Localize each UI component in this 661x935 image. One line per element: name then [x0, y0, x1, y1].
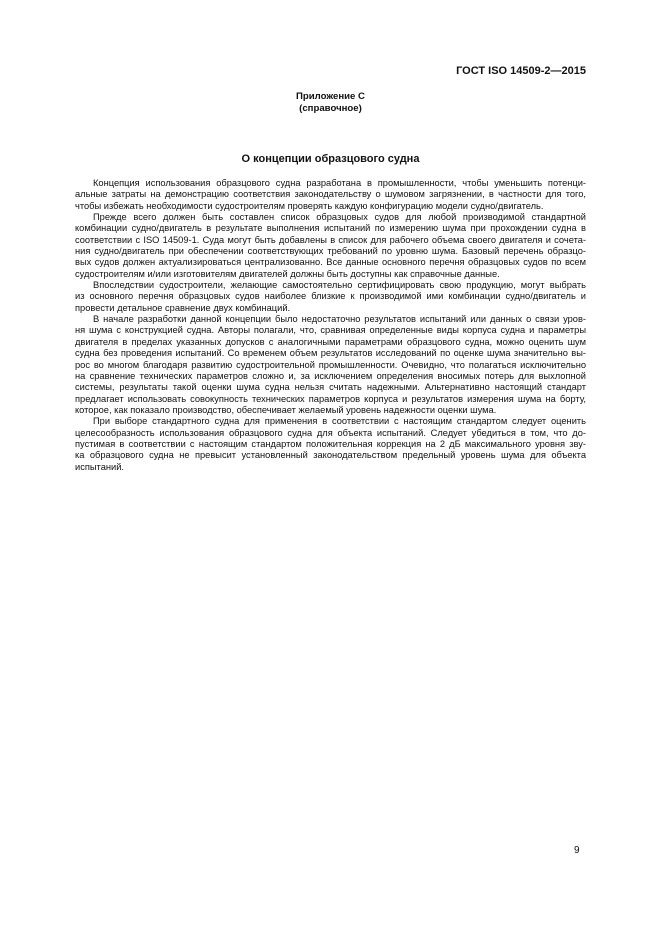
paragraph	[75, 416, 586, 473]
text-line: которое, как показало производство, обеспечивает желаемый уровень надежности оценки шума.	[75, 404, 497, 415]
annex-heading	[0, 91, 661, 115]
paragraph	[75, 178, 586, 212]
text-line: судна без проведения испытаний. Со временем объем результатов исследований по оценке шума значительно вы-	[75, 348, 586, 359]
text-line: Впоследствии судостроители, желающие самостоятельно сертифицировать свою продукцию, могут выбрать	[93, 280, 586, 291]
page-number: 9	[574, 845, 580, 856]
annex-note: (справочное)	[299, 103, 362, 114]
text-line: В начале разработки данной концепции было недостаточно результатов испытаний или данных о связи уров-	[93, 314, 586, 325]
text-line: провести детальное сравнение двух комбинаций.	[75, 302, 291, 313]
standard-header: ГОСТ ISO 14509-2—2015	[456, 65, 586, 77]
text-line: испытаний.	[75, 461, 124, 472]
paragraph	[75, 280, 586, 314]
text-line: рос во многом благодаря развитию судостроительной промышленности. Очевидно, что полагаться исключительно	[75, 359, 586, 370]
text-line: ня шума с конструкцией судна. Авторы полагали, что, сравнивая определенные виды корпуса судна и параметры	[75, 325, 586, 336]
text-line: ния судно/двигатель при обеспечении соответствующих требований по уровню шума. Базовый перечень образцо-	[75, 246, 586, 257]
text-line: целесообразность использования образцового судна для объекта испытаний. Следует убедиться в том, что до-	[75, 427, 586, 438]
text-line: предлагает использовать совокупность технических параметров корпуса и результатов измерения шума на борту,	[75, 393, 586, 404]
text-line: на сравнение технических параметров сложно и, за исключением определения вносимых потерь для выхлопной	[75, 370, 586, 381]
text-line: системы, результаты такой оценки шума судна нельзя считать надежными. Альтернативно настоящий стандарт	[75, 382, 586, 393]
paragraph	[75, 212, 586, 280]
text-line: судостроителям и/или изготовителям двигателей должны быть доступны как справочные данные.	[75, 268, 500, 279]
text-line: чтобы избежать необходимости судостроителям проверять каждую конфигурацию модели судно/двигатель.	[75, 200, 544, 211]
text-line: Прежде всего должен быть составлен список образцовых судов для любой производимой стандартной	[93, 212, 586, 223]
text-line: ка образцового судна не превысит установленный законодательством предельный уровень шума для объекта	[75, 450, 586, 461]
text-line: альные затраты на демонстрацию соответствия законодательству о шумовом загрязнении, в частности для того,	[75, 189, 586, 200]
text-line: из основного перечня образцовых судов наиболее близкие к производимой ими комбинации судно/двигатель и	[75, 291, 586, 302]
section-title: О концепции образцового судна	[241, 153, 420, 165]
body-text	[75, 178, 586, 473]
text-line: Концепция использования образцового судна разработана в промышленности, чтобы уменьшить потенци-	[93, 178, 586, 188]
text-line: пустимая в соответствии с настоящим стандартом положительная коррекция на 2 дБ максимального уровня зву-	[75, 438, 586, 449]
paragraph	[75, 314, 586, 416]
text-line: комбинации судно/двигатель в результате выполнения испытаний по измерению шума при прохождении судна в	[75, 223, 586, 234]
text-line: двигателя в пределах указанных допусков с аналогичными параметрами образцового судна, можно оценить шум	[75, 336, 586, 347]
annex-title: Приложение С	[296, 91, 365, 102]
text-line: вых судов должен актуализироваться централизованно. Все данные основного перечня образцовых судов по всем	[75, 257, 586, 268]
text-line: При выборе стандартного судна для применения в соответствии с настоящим стандартом следует оценить	[93, 416, 586, 427]
text-line: соответствии с ISO 14509-1. Суда могут быть добавлены в список для рабочего объема своего двигателя и сочета-	[75, 234, 586, 245]
